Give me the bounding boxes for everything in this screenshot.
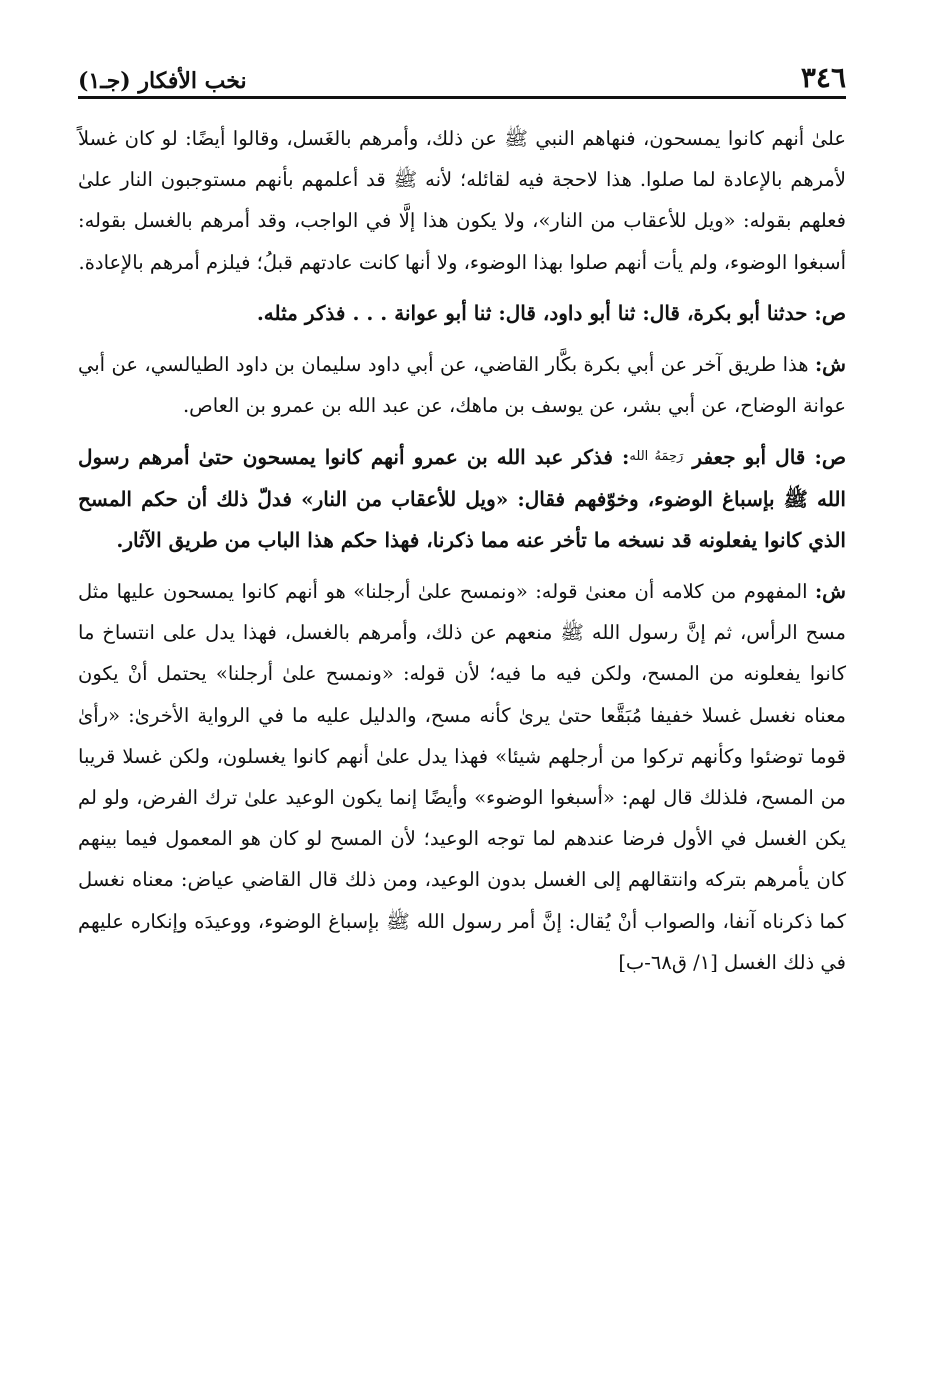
- paragraph-commentary-continued: علىٰ أنهم كانوا يمسحون، فنهاهم النبي ﷺ عن ذلك، وأمرهم بالغَسل، وقالوا أيضًا: لو كان غسلاً لأمرهم بالإعادة لما صلوا. هذا لاحجة فيه لقائله؛ لأنه ﷺ قد أعلمهم بأنهم مستوجبون النار علىٰ فعلهم بقوله: «ويل للأعقاب من النار»، ولا يكون هذا إلَّا في الواجب، وقد أمرهم بالغسل بقوله: أسبغوا الوضوء، ولم يأت أنهم صلوا بهذا الوضوء، ولا أنها كانت عادتهم قبلُ؛ فيلزم أمرهم بالإعادة.: [78, 127, 846, 274]
- page-header: [78, 50, 846, 99]
- honorific-mark: رَحِمَهُ الله: [629, 449, 684, 465]
- paragraph-matn-abu-jafar: [78, 436, 846, 561]
- paragraph-sharh-chain: [78, 344, 846, 426]
- sharh-marker-2: ش:: [814, 580, 846, 604]
- page-content: [78, 118, 846, 983]
- matn-text: : فذكر عبد الله بن عمرو أنهم كانوا يمسحون حتىٰ أمرهم رسول الله ﷺ بإسباغ الوضوء، وخوّفهم فقال: «ويل للأعقاب من النار» فدلّ ذلك أن حكم المسح الذي كانوا يفعلونه قد نسخه ما تأخر عنه مما ذكرنا، فهذا حكم هذا الباب من طريق الآثار.: [78, 445, 846, 552]
- book-title: نخب الأفكار (جـ١): [78, 68, 247, 94]
- sharh-explanation-text: المفهوم من كلامه أن معنىٰ قوله: «ونمسح علىٰ أرجلنا» هو أنهم كانوا يمسحون عليها مثل مسح الرأس، ثم إنَّ رسول الله ﷺ منعهم عن ذلك، وأمرهم بالغسل، فهذا يدل على انتساخ ما كانوا يفعلونه من المسح، ولكن فيه ما فيه؛ لأن قوله: «ونمسح علىٰ أرجلنا» يحتمل أنْ يكون معناه نغسل غسلا خفيفا مُبَقَّعا حتىٰ يرىٰ كأنه مسح، والدليل عليه ما في الرواية الأخرىٰ: «رأىٰ قوما توضئوا وكأنهم تركوا من أرجلهم شيئا» فهذا يدل علىٰ أنهم كانوا يغسلون، ولكن غسلا قريبا من المسح، فلذلك قال لهم: «أسبغوا الوضوء» وأيضًا إنما يكون الوعيد علىٰ ترك الفرض، ولو لم يكن الغسل في الأول فرضا عندهم لما توجه الوعيد؛ لأن المسح لو كان هو المعمول فيما بينهم كان يأمرهم بتركه وانتقالهم إلى الغسل بدون الوعيد، ومن ذلك قال القاضي عياض: معناه نغسل كما ذكرناه آنفا، والصواب أنْ يُقال: إنَّ أمر رسول الله ﷺ بإسباغ الوضوء، ووعيدَه وإنكاره عليهم في ذلك الغسل [١/ ق٦٨-ب]: [78, 580, 846, 974]
- sharh-marker: ش:: [814, 353, 846, 377]
- paragraph-sharh-explanation: [78, 571, 846, 983]
- paragraph-matn-chain: ص: حدثنا أبو بكرة، قال: ثنا أبو داود، قال: ثنا أبو عوانة . . . فذكر مثله.: [256, 300, 846, 325]
- sharh-text: هذا طريق آخر عن أبي بكرة بكَّار القاضي، عن أبي داود سليمان بن داود الطيالسي، عن أبي عوانة الوضاح، عن أبي بشر، عن يوسف بن ماهك، عن عبد الله بن عمرو بن العاص.: [78, 353, 846, 418]
- page-number: ٣٤٦: [800, 61, 846, 94]
- matn-intro: ص: قال أبو جعفر: [683, 445, 847, 470]
